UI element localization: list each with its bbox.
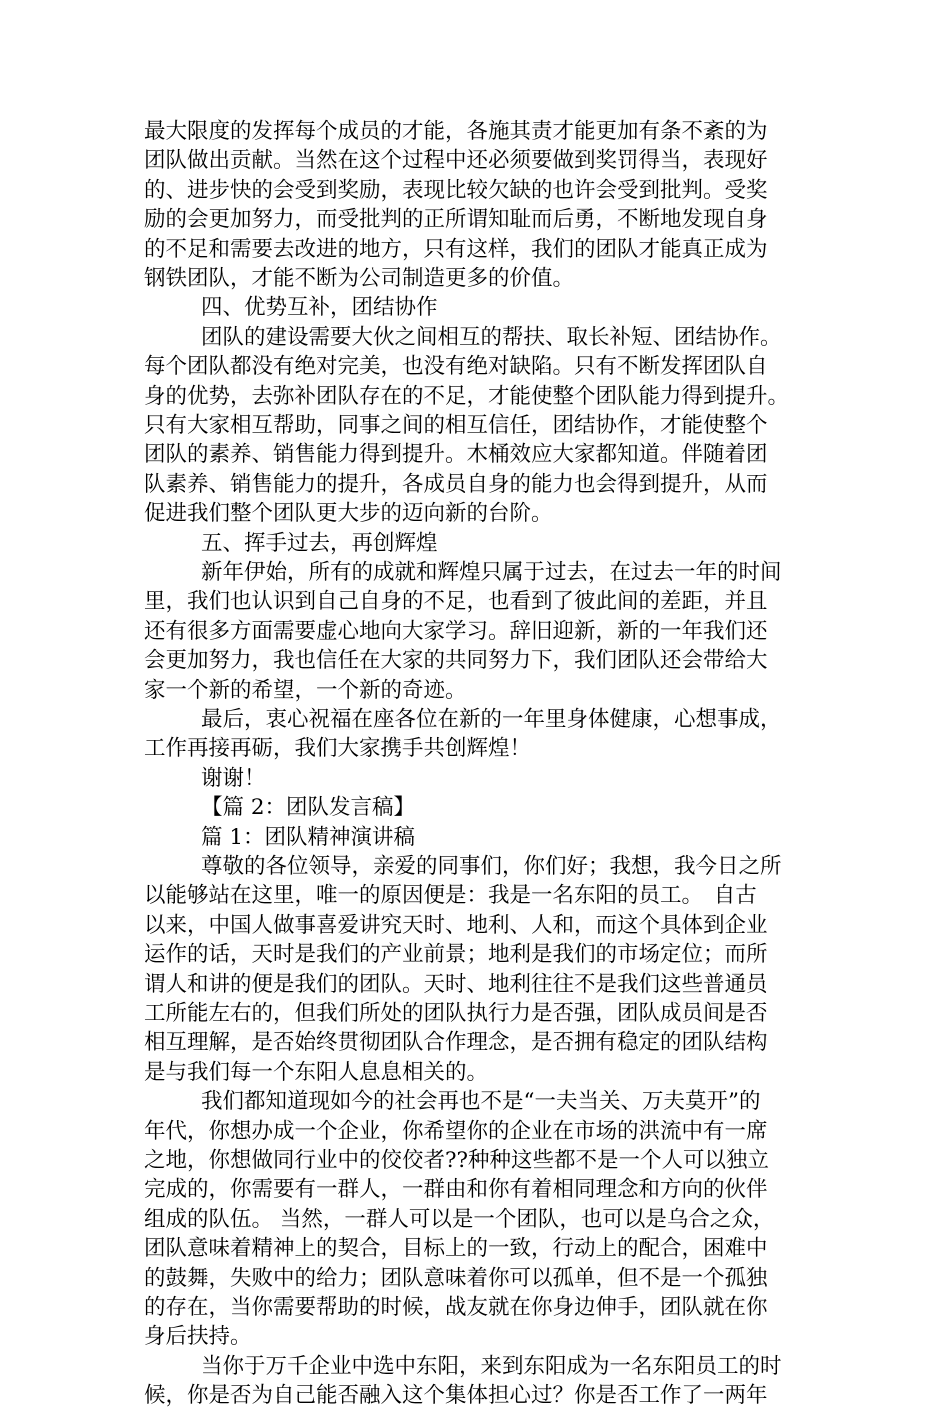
text-line: 谓人和讲的便是我们的团队。天时、地利往往不是我们这些普通员 [144, 971, 768, 997]
text-line: 我们都知道现如今的社会再也不是“一夫当关、万夫莫开”的 [201, 1089, 761, 1115]
text-line: 候，你是否为自己能否融入这个集体担心过？你是否工作了一两年 [144, 1383, 768, 1409]
text-line: 尊敬的各位领导，亲爱的同事们，你们好；我想，我今日之所 [201, 854, 782, 879]
text-line: 以来，中国人做事喜爱讲究天时、地利、人和，而这个具体到企业 [144, 912, 768, 938]
text-line: 相互理解，是否始终贯彻团队合作理念，是否拥有稳定的团队结构 [144, 1030, 768, 1056]
text-line: 【篇 2：团队发言稿】 [201, 795, 416, 821]
text-line: 里，我们也认识到自己自身的不足，也看到了彼此间的差距，并且 [144, 589, 768, 615]
text-line: 五、挥手过去，再创辉煌 [201, 530, 438, 556]
text-line: 篇 1：团队精神演讲稿 [201, 824, 416, 850]
text-line: 只有大家相互帮助，同事之间的相互信任，团结协作，才能使整个 [144, 413, 768, 438]
text-line: 的鼓舞，失败中的给力；团队意味着你可以孤单，但不是一个孤独 [144, 1265, 768, 1291]
text-line: 最大限度的发挥每个成员的才能，各施其责才能更加有条不紊的为 [144, 119, 768, 144]
text-line: 工作再接再砺，我们大家携手共创辉煌！ [144, 736, 532, 762]
text-line: 最后，衷心祝福在座各位在新的一年里身体健康，心想事成， [201, 707, 782, 732]
text-line: 励的会更加努力，而受批判的正所谓知耻而后勇，不断地发现自身 [144, 207, 768, 233]
text-line: 团队做出贡献。当然在这个过程中还必须要做到奖罚得当，表现好 [144, 148, 768, 174]
text-line: 完成的，你需要有一群人，一群由和你有着相同理念和方向的伙伴 [144, 1177, 768, 1203]
text-line: 的存在，当你需要帮助的时候，战友就在你身边伸手，团队就在你 [144, 1295, 768, 1320]
text-line: 促进我们整个团队更大步的迈向新的台阶。 [144, 501, 553, 527]
text-line: 团队的建设需要大伙之间相互的帮扶、取长补短、团结协作。 [201, 324, 782, 350]
text-line: 年代，你想办成一个企业，你希望你的企业在市场的洪流中有一席 [144, 1118, 768, 1144]
text-line: 四、优势互补，团结协作 [201, 295, 438, 321]
text-line: 会更加努力，我也信任在大家的共同努力下，我们团队还会带给大 [144, 648, 768, 674]
text-line: 工所能左右的，但我们所处的团队执行力是否强，团队成员间是否 [144, 1001, 768, 1026]
text-line: 身的优势，去弥补团队存在的不足，才能使整个团队能力得到提升。 [144, 383, 790, 409]
text-line: 钢铁团队，才能不断为公司制造更多的价值。 [144, 266, 575, 291]
text-line: 每个团队都没有绝对完美，也没有绝对缺陷。只有不断发挥团队自 [144, 354, 768, 380]
text-line: 之地，你想做同行业中的佼佼者??种种这些都不是一个人可以独立 [144, 1148, 770, 1173]
text-line: 当你于万千企业中选中东阳，来到东阳成为一名东阳员工的时 [201, 1353, 782, 1379]
text-line: 团队意味着精神上的契合，目标上的一致，行动上的配合，困难中 [144, 1236, 768, 1262]
text-line: 新年伊始，所有的成就和辉煌只属于过去，在过去一年的时间 [201, 560, 782, 585]
text-line: 是与我们每一个东阳人息息相关的。 [144, 1059, 489, 1085]
text-line: 的、进步快的会受到奖励，表现比较欠缺的也许会受到批判。受奖 [144, 177, 768, 203]
text-line: 队素养、销售能力的提升，各成员自身的能力也会得到提升，从而 [144, 471, 768, 497]
text-line: 身后扶持。 [144, 1324, 252, 1350]
text-line: 家一个新的希望，一个新的奇迹。 [144, 677, 467, 703]
text-line: 以能够站在这里，唯一的原因便是：我是一名东阳的员工。 自古 [144, 883, 757, 909]
text-line: 组成的队伍。 当然，一群人可以是一个团队，也可以是乌合之众， [144, 1206, 775, 1232]
text-line: 还有很多方面需要虚心地向大家学习。辞旧迎新，新的一年我们还 [144, 618, 768, 644]
text-line: 的不足和需要去改进的地方，只有这样，我们的团队才能真正成为 [144, 236, 768, 262]
text-line: 运作的话，天时是我们的产业前景；地利是我们的市场定位；而所 [144, 942, 768, 968]
text-line: 团队的素养、销售能力得到提升。木桶效应大家都知道。伴随着团 [144, 442, 768, 468]
text-line: 谢谢！ [201, 765, 266, 791]
